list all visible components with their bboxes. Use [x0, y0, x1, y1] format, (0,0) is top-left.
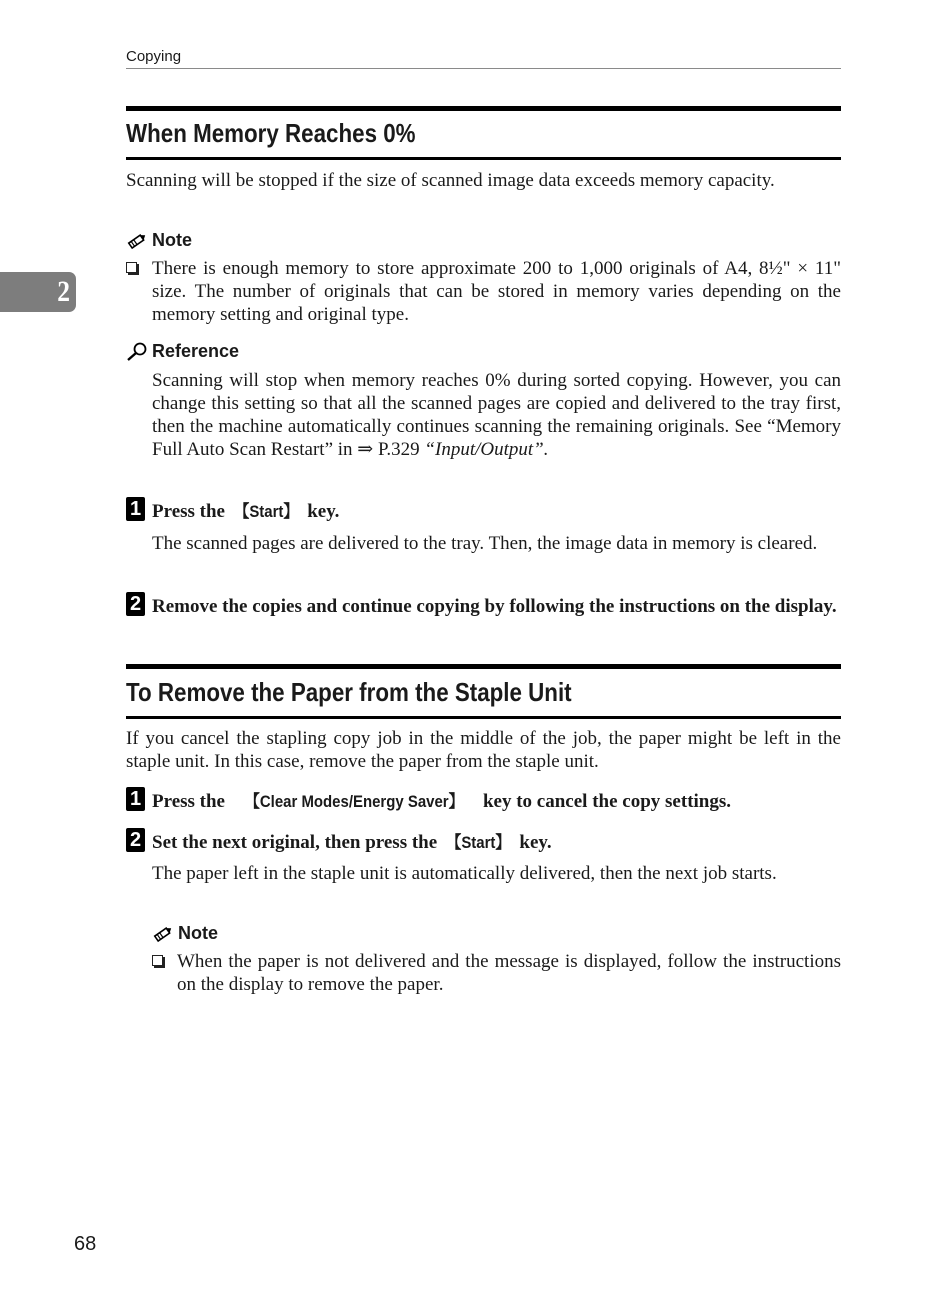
section-title: When Memory Reaches 0%	[126, 115, 841, 160]
reference-text: Scanning will stop when memory reaches 0% during sorted copying. However, you can change this setting so that all the scanned pages are copied and delivered to the tray first, then the machine automatically continues scanning the remaining originals. See “Memory Full Auto Scan Restart” in ⇒ P.329 “Input/Output”.	[152, 370, 841, 460]
note-item	[126, 257, 841, 326]
key-start: 【Start】	[446, 833, 511, 852]
step-number-badge: 2	[126, 828, 145, 852]
step-number-badge: 2	[126, 592, 145, 616]
checkbox-bullet-icon	[126, 262, 137, 273]
chapter-number: 2	[57, 275, 71, 308]
chapter-tab	[0, 272, 76, 312]
note-text: There is enough memory to store approximate 200 to 1,000 originals of A4, 8½" × 11" size. The number of originals that can be stored in memory varies depending on the memory setting and original type.	[152, 258, 841, 325]
section-intro: If you cancel the stapling copy job in the middle of the job, the paper might be left in the staple unit. In this case, remove the paper from the staple unit.	[126, 728, 841, 772]
step-instruction: Press the 【Start】 key.	[152, 501, 340, 522]
magnifier-icon	[126, 342, 148, 362]
checkbox-bullet-icon	[152, 955, 163, 966]
running-title: Copying	[126, 48, 182, 65]
reference-label: Reference	[126, 341, 239, 362]
step-description: The paper left in the staple unit is automatically delivered, then the next job starts.	[152, 863, 777, 884]
key-clear-modes-energy-saver: 【Clear Modes/Energy Saver】	[244, 792, 464, 811]
step-instruction: Remove the copies and continue copying by following the instructions on the display.	[152, 596, 837, 617]
section-intro: Scanning will be stopped if the size of scanned image data exceeds memory capacity.	[126, 170, 775, 191]
pencil-icon	[152, 925, 174, 943]
pencil-icon	[126, 232, 148, 250]
reference-link-text: “Input/Output”.	[424, 439, 549, 460]
step-2	[126, 595, 841, 645]
page-number: 68	[74, 1233, 97, 1255]
step-instruction: Set the next original, then press the 【Start】 key.	[152, 832, 552, 853]
running-header	[126, 48, 841, 69]
note-label: Note	[126, 230, 192, 251]
step-instruction: Press the 【Clear Modes/Energy Saver】 key to cancel the copy settings.	[152, 791, 732, 812]
section-title: To Remove the Paper from the Staple Unit	[126, 674, 841, 719]
step-number-badge: 1	[126, 787, 145, 811]
section-top-rule	[126, 664, 841, 669]
step-number-badge: 1	[126, 497, 145, 521]
key-start: 【Start】	[234, 502, 299, 521]
note-label: Note	[152, 923, 218, 944]
step-description: The scanned pages are delivered to the tray. Then, the image data in memory is cleared.	[152, 533, 818, 554]
note-item	[152, 950, 841, 996]
section-top-rule	[126, 106, 841, 111]
note-text: When the paper is not delivered and the message is displayed, follow the instructions on the display to remove the paper.	[177, 951, 841, 995]
